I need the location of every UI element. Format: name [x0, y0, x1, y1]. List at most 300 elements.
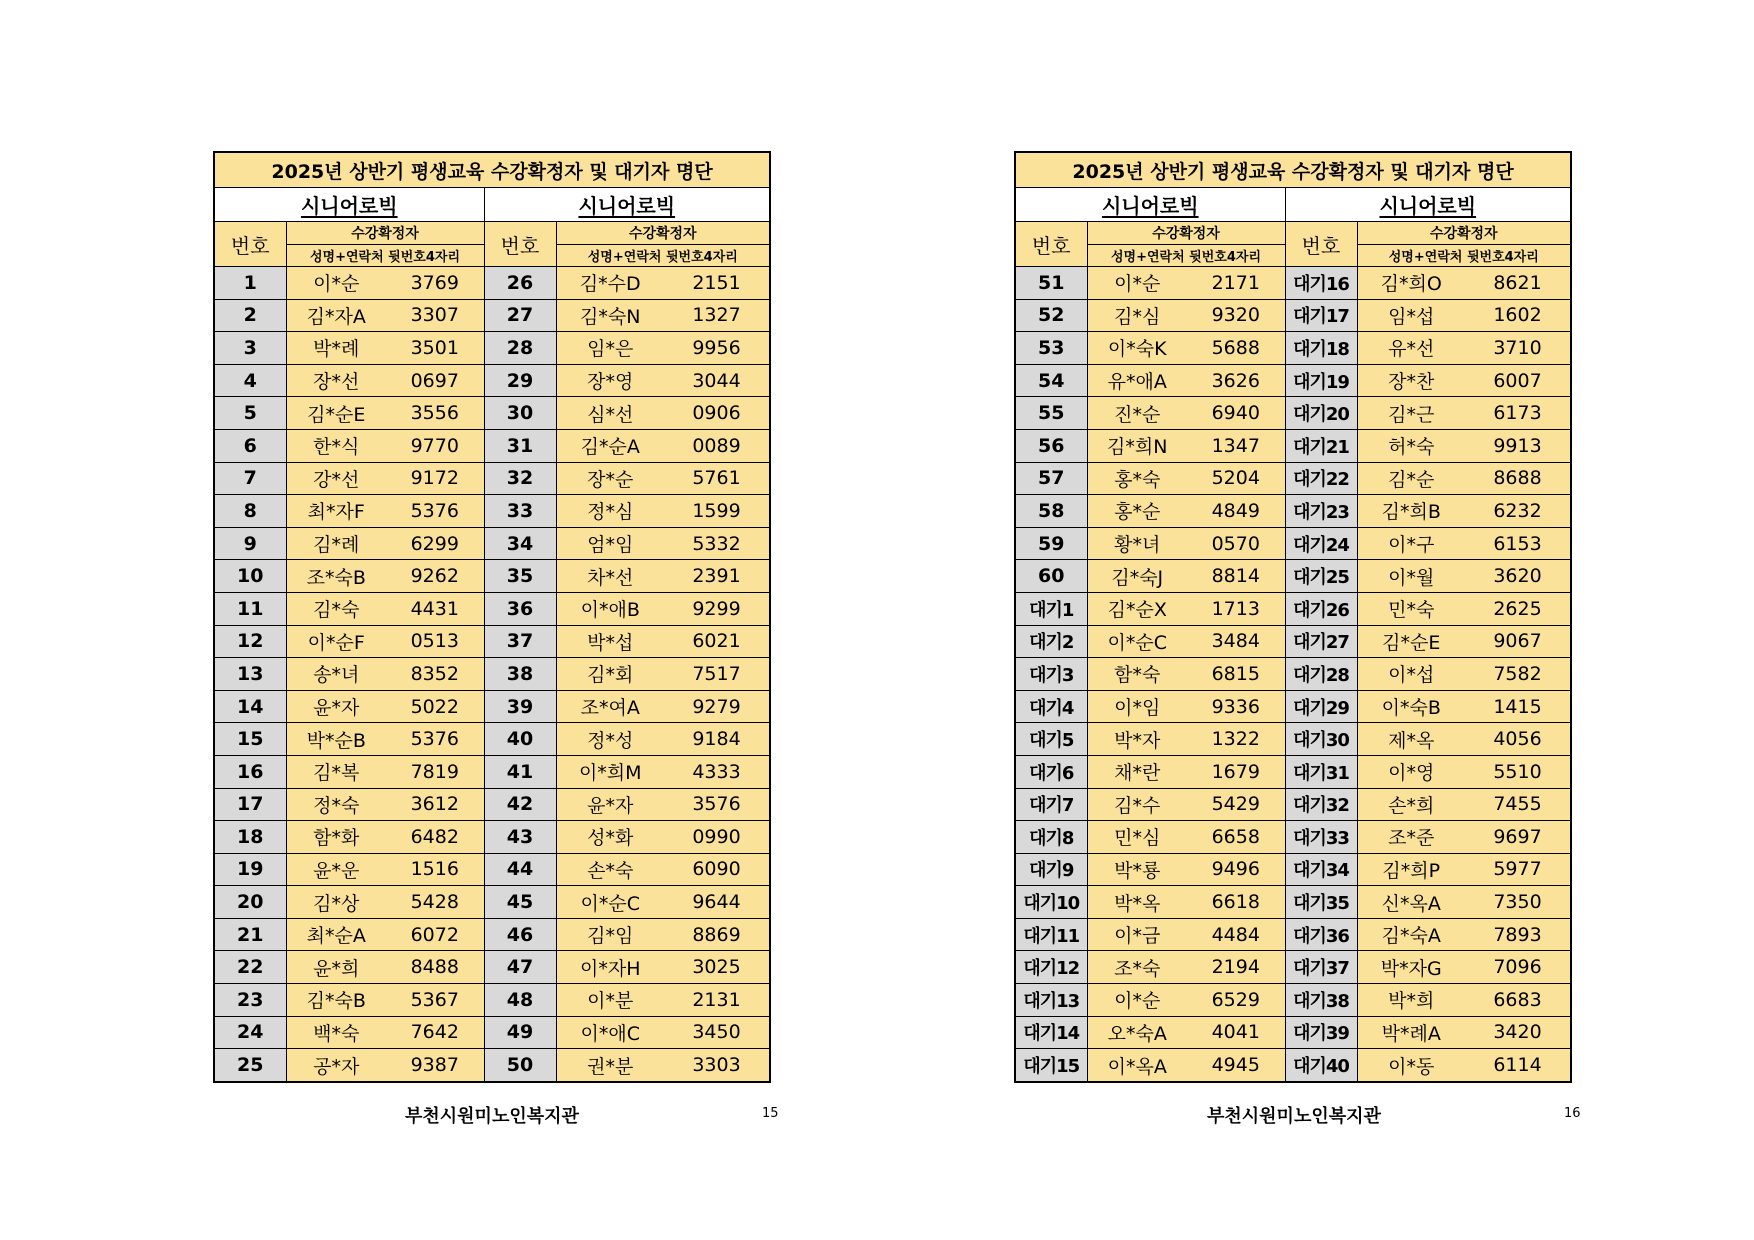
row-number: 39	[484, 690, 556, 723]
row-number: 53	[1015, 332, 1087, 365]
phone-last4: 1327	[664, 299, 770, 332]
table-row	[1015, 592, 1571, 625]
participant-name: 홍*숙	[1087, 462, 1187, 495]
participant-name: 이*구	[1357, 527, 1465, 560]
row-number: 대기14	[1015, 1016, 1087, 1049]
row-number: 대기8	[1015, 821, 1087, 854]
phone-last4: 4333	[664, 755, 770, 788]
row-number: 56	[1015, 429, 1087, 462]
table-row	[214, 560, 770, 593]
phone-last4: 1602	[1465, 299, 1571, 332]
row-number: 23	[214, 984, 286, 1017]
phone-last4: 2131	[664, 984, 770, 1017]
row-number: 대기18	[1285, 332, 1357, 365]
row-number: 대기26	[1285, 592, 1357, 625]
row-number: 3	[214, 332, 286, 365]
phone-last4: 7582	[1465, 658, 1571, 691]
participant-name: 박*옥	[1087, 886, 1187, 919]
phone-last4: 5761	[664, 462, 770, 495]
participant-name: 김*순A	[556, 429, 664, 462]
participant-name: 함*화	[286, 821, 386, 854]
participant-name: 이*분	[556, 984, 664, 1017]
phone-last4: 1713	[1187, 592, 1285, 625]
phone-last4: 3303	[664, 1049, 770, 1082]
phone-last4: 9299	[664, 592, 770, 625]
phone-last4: 4041	[1187, 1016, 1285, 1049]
row-number: 24	[214, 1016, 286, 1049]
row-number: 13	[214, 658, 286, 691]
confirmed-header: 수강확정자	[556, 222, 770, 245]
phone-last4: 9697	[1465, 821, 1571, 854]
phone-last4: 6299	[386, 527, 484, 560]
phone-last4: 6114	[1465, 1049, 1571, 1082]
row-number: 6	[214, 429, 286, 462]
row-number: 대기31	[1285, 755, 1357, 788]
table-row	[1015, 658, 1571, 691]
confirmed-header: 수강확정자	[286, 222, 484, 245]
row-number: 대기5	[1015, 723, 1087, 756]
phone-last4: 5376	[386, 723, 484, 756]
row-number: 44	[484, 853, 556, 886]
roster-title: 2025년 상반기 평생교육 수강확정자 및 대기자 명단	[214, 152, 770, 188]
participant-name: 이*자H	[556, 951, 664, 984]
table-row	[1015, 690, 1571, 723]
row-number: 58	[1015, 495, 1087, 528]
row-number: 대기16	[1285, 267, 1357, 300]
phone-last4: 2625	[1465, 592, 1571, 625]
row-number: 37	[484, 625, 556, 658]
phone-last4: 4945	[1187, 1049, 1285, 1082]
table-row	[1015, 951, 1571, 984]
detail-header: 성명+연락처 뒷번호4자리	[286, 244, 484, 267]
table-row	[1015, 332, 1571, 365]
participant-name: 함*숙	[1087, 658, 1187, 691]
participant-name: 박*희	[1357, 984, 1465, 1017]
phone-last4: 5332	[664, 527, 770, 560]
number-header: 번호	[1015, 222, 1087, 267]
phone-last4: 0990	[664, 821, 770, 854]
row-number: 36	[484, 592, 556, 625]
row-number: 20	[214, 886, 286, 919]
participant-name: 정*성	[556, 723, 664, 756]
phone-last4: 4484	[1187, 918, 1285, 951]
participant-name: 김*근	[1357, 397, 1465, 430]
phone-last4: 9770	[386, 429, 484, 462]
row-number: 대기12	[1015, 951, 1087, 984]
row-number: 47	[484, 951, 556, 984]
page-number: 16	[1564, 1106, 1581, 1121]
phone-last4: 9067	[1465, 625, 1571, 658]
phone-last4: 9336	[1187, 690, 1285, 723]
phone-last4: 0570	[1187, 527, 1285, 560]
table-row	[214, 364, 770, 397]
phone-last4: 5510	[1465, 755, 1571, 788]
section-header-left: 시니어로빅	[1015, 188, 1285, 222]
participant-name: 이*옥A	[1087, 1049, 1187, 1082]
row-number: 42	[484, 788, 556, 821]
participant-name: 김*임	[556, 918, 664, 951]
row-number: 대기35	[1285, 886, 1357, 919]
table-row	[1015, 364, 1571, 397]
row-number: 48	[484, 984, 556, 1017]
row-number: 대기32	[1285, 788, 1357, 821]
participant-name: 최*순A	[286, 918, 386, 951]
row-number: 대기4	[1015, 690, 1087, 723]
table-row	[214, 918, 770, 951]
participant-name: 장*선	[286, 364, 386, 397]
table-row	[214, 984, 770, 1017]
row-number: 26	[484, 267, 556, 300]
participant-name: 조*숙	[1087, 951, 1187, 984]
participant-name: 이*섭	[1357, 658, 1465, 691]
participant-name: 송*녀	[286, 658, 386, 691]
table-row	[1015, 397, 1571, 430]
table-row	[214, 723, 770, 756]
row-number: 대기38	[1285, 984, 1357, 1017]
phone-last4: 2194	[1187, 951, 1285, 984]
phone-last4: 3501	[386, 332, 484, 365]
table-row	[214, 332, 770, 365]
table-row	[1015, 1016, 1571, 1049]
row-number: 대기30	[1285, 723, 1357, 756]
phone-last4: 4056	[1465, 723, 1571, 756]
phone-last4: 3044	[664, 364, 770, 397]
section-header-right: 시니어로빅	[1285, 188, 1571, 222]
table-row	[1015, 788, 1571, 821]
row-number: 1	[214, 267, 286, 300]
table-row	[214, 495, 770, 528]
table-row	[1015, 625, 1571, 658]
phone-last4: 3420	[1465, 1016, 1571, 1049]
row-number: 19	[214, 853, 286, 886]
table-row	[1015, 755, 1571, 788]
participant-name: 박*자G	[1357, 951, 1465, 984]
row-number: 59	[1015, 527, 1087, 560]
row-number: 21	[214, 918, 286, 951]
row-number: 대기7	[1015, 788, 1087, 821]
phone-last4: 5204	[1187, 462, 1285, 495]
number-header: 번호	[1285, 222, 1357, 267]
participant-name: 손*숙	[556, 853, 664, 886]
row-number: 46	[484, 918, 556, 951]
table-row	[1015, 886, 1571, 919]
phone-last4: 8621	[1465, 267, 1571, 300]
row-number: 대기21	[1285, 429, 1357, 462]
row-number: 35	[484, 560, 556, 593]
row-number: 38	[484, 658, 556, 691]
table-row	[1015, 918, 1571, 951]
participant-name: 김*숙B	[286, 984, 386, 1017]
row-number: 12	[214, 625, 286, 658]
participant-name: 이*애B	[556, 592, 664, 625]
row-number: 22	[214, 951, 286, 984]
row-number: 대기28	[1285, 658, 1357, 691]
participant-name: 이*동	[1357, 1049, 1465, 1082]
phone-last4: 8814	[1187, 560, 1285, 593]
participant-name: 정*숙	[286, 788, 386, 821]
row-number: 대기10	[1015, 886, 1087, 919]
phone-last4: 6007	[1465, 364, 1571, 397]
table-row	[1015, 821, 1571, 854]
participant-name: 신*옥A	[1357, 886, 1465, 919]
participant-name: 김*심	[1087, 299, 1187, 332]
row-number: 대기13	[1015, 984, 1087, 1017]
participant-name: 공*자	[286, 1049, 386, 1082]
phone-last4: 6153	[1465, 527, 1571, 560]
phone-last4: 7455	[1465, 788, 1571, 821]
row-number: 대기29	[1285, 690, 1357, 723]
roster-body	[1015, 267, 1571, 1082]
phone-last4: 3576	[664, 788, 770, 821]
roster-table	[213, 151, 771, 1083]
participant-name: 엄*임	[556, 527, 664, 560]
participant-name: 정*심	[556, 495, 664, 528]
row-number: 50	[484, 1049, 556, 1082]
participant-name: 장*찬	[1357, 364, 1465, 397]
phone-last4: 6072	[386, 918, 484, 951]
phone-last4: 0697	[386, 364, 484, 397]
row-number: 9	[214, 527, 286, 560]
row-number: 34	[484, 527, 556, 560]
confirmed-header: 수강확정자	[1087, 222, 1285, 245]
number-header: 번호	[214, 222, 286, 267]
participant-name: 김*수	[1087, 788, 1187, 821]
phone-last4: 6683	[1465, 984, 1571, 1017]
row-number: 4	[214, 364, 286, 397]
phone-last4: 5977	[1465, 853, 1571, 886]
participant-name: 김*수D	[556, 267, 664, 300]
participant-name: 백*숙	[286, 1016, 386, 1049]
phone-last4: 4431	[386, 592, 484, 625]
table-row	[1015, 560, 1571, 593]
phone-last4: 2391	[664, 560, 770, 593]
row-number: 18	[214, 821, 286, 854]
participant-name: 허*숙	[1357, 429, 1465, 462]
table-row	[214, 592, 770, 625]
participant-name: 강*선	[286, 462, 386, 495]
phone-last4: 3769	[386, 267, 484, 300]
row-number: 60	[1015, 560, 1087, 593]
table-row	[214, 951, 770, 984]
phone-last4: 3626	[1187, 364, 1285, 397]
table-row	[1015, 853, 1571, 886]
participant-name: 김*희P	[1357, 853, 1465, 886]
phone-last4: 9913	[1465, 429, 1571, 462]
participant-name: 이*금	[1087, 918, 1187, 951]
row-number: 대기3	[1015, 658, 1087, 691]
row-number: 5	[214, 397, 286, 430]
row-number: 대기25	[1285, 560, 1357, 593]
row-number: 31	[484, 429, 556, 462]
table-row	[214, 821, 770, 854]
participant-name: 박*자	[1087, 723, 1187, 756]
row-number: 대기27	[1285, 625, 1357, 658]
participant-name: 심*선	[556, 397, 664, 430]
participant-name: 김*복	[286, 755, 386, 788]
participant-name: 박*례	[286, 332, 386, 365]
participant-name: 이*희M	[556, 755, 664, 788]
phone-last4: 6529	[1187, 984, 1285, 1017]
row-number: 대기24	[1285, 527, 1357, 560]
row-number: 대기39	[1285, 1016, 1357, 1049]
phone-last4: 6173	[1465, 397, 1571, 430]
phone-last4: 6658	[1187, 821, 1285, 854]
phone-last4: 1347	[1187, 429, 1285, 462]
participant-name: 이*순	[1087, 984, 1187, 1017]
participant-name: 홍*순	[1087, 495, 1187, 528]
participant-name: 진*순	[1087, 397, 1187, 430]
participant-name: 김*희B	[1357, 495, 1465, 528]
participant-name: 박*섭	[556, 625, 664, 658]
phone-last4: 0906	[664, 397, 770, 430]
phone-last4: 0513	[386, 625, 484, 658]
table-row	[214, 299, 770, 332]
section-header-left: 시니어로빅	[214, 188, 484, 222]
row-number: 28	[484, 332, 556, 365]
phone-last4: 1415	[1465, 690, 1571, 723]
participant-name: 채*란	[1087, 755, 1187, 788]
row-number: 30	[484, 397, 556, 430]
phone-last4: 3710	[1465, 332, 1571, 365]
table-row	[1015, 429, 1571, 462]
detail-header: 성명+연락처 뒷번호4자리	[1087, 244, 1285, 267]
participant-name: 김*순X	[1087, 592, 1187, 625]
row-number: 8	[214, 495, 286, 528]
table-row	[214, 397, 770, 430]
participant-name: 민*심	[1087, 821, 1187, 854]
phone-last4: 9387	[386, 1049, 484, 1082]
phone-last4: 4849	[1187, 495, 1285, 528]
phone-last4: 1516	[386, 853, 484, 886]
participant-name: 장*영	[556, 364, 664, 397]
phone-last4: 6482	[386, 821, 484, 854]
participant-name: 윤*운	[286, 853, 386, 886]
row-number: 대기20	[1285, 397, 1357, 430]
page-number: 15	[762, 1106, 779, 1121]
row-number: 10	[214, 560, 286, 593]
phone-last4: 9956	[664, 332, 770, 365]
row-number: 대기36	[1285, 918, 1357, 951]
table-row	[214, 462, 770, 495]
phone-last4: 8869	[664, 918, 770, 951]
row-number: 대기11	[1015, 918, 1087, 951]
phone-last4: 9320	[1187, 299, 1285, 332]
participant-name: 박*룡	[1087, 853, 1187, 886]
row-number: 32	[484, 462, 556, 495]
participant-name: 이*애C	[556, 1016, 664, 1049]
participant-name: 오*숙A	[1087, 1016, 1187, 1049]
table-row	[214, 1016, 770, 1049]
table-row	[214, 527, 770, 560]
participant-name: 성*화	[556, 821, 664, 854]
row-number: 대기6	[1015, 755, 1087, 788]
table-row	[214, 1049, 770, 1082]
table-row	[1015, 527, 1571, 560]
participant-name: 이*순	[286, 267, 386, 300]
participant-name: 이*순C	[556, 886, 664, 919]
phone-last4: 5688	[1187, 332, 1285, 365]
phone-last4: 9496	[1187, 853, 1285, 886]
table-row	[214, 788, 770, 821]
table-row	[214, 625, 770, 658]
participant-name: 차*선	[556, 560, 664, 593]
phone-last4: 5429	[1187, 788, 1285, 821]
participant-name: 김*숙A	[1357, 918, 1465, 951]
participant-name: 이*영	[1357, 755, 1465, 788]
row-number: 대기33	[1285, 821, 1357, 854]
participant-name: 이*순F	[286, 625, 386, 658]
row-number: 14	[214, 690, 286, 723]
row-number: 55	[1015, 397, 1087, 430]
table-row	[1015, 984, 1571, 1017]
participant-name: 유*애A	[1087, 364, 1187, 397]
row-number: 15	[214, 723, 286, 756]
confirmed-header: 수강확정자	[1357, 222, 1571, 245]
row-number: 대기1	[1015, 592, 1087, 625]
participant-name: 임*은	[556, 332, 664, 365]
phone-last4: 3450	[664, 1016, 770, 1049]
row-number: 43	[484, 821, 556, 854]
phone-last4: 9184	[664, 723, 770, 756]
row-number: 49	[484, 1016, 556, 1049]
phone-last4: 8688	[1465, 462, 1571, 495]
row-number: 11	[214, 592, 286, 625]
participant-name: 김*숙J	[1087, 560, 1187, 593]
phone-last4: 9262	[386, 560, 484, 593]
table-row	[1015, 723, 1571, 756]
phone-last4: 1679	[1187, 755, 1285, 788]
row-number: 16	[214, 755, 286, 788]
phone-last4: 7517	[664, 658, 770, 691]
row-number: 대기23	[1285, 495, 1357, 528]
number-header: 번호	[484, 222, 556, 267]
participant-name: 윤*희	[286, 951, 386, 984]
row-number: 33	[484, 495, 556, 528]
roster-page-left	[213, 151, 769, 1083]
row-number: 대기22	[1285, 462, 1357, 495]
row-number: 25	[214, 1049, 286, 1082]
participant-name: 제*옥	[1357, 723, 1465, 756]
phone-last4: 9644	[664, 886, 770, 919]
phone-last4: 3484	[1187, 625, 1285, 658]
row-number: 대기19	[1285, 364, 1357, 397]
phone-last4: 3556	[386, 397, 484, 430]
row-number: 40	[484, 723, 556, 756]
table-row	[1015, 495, 1571, 528]
participant-name: 김*자A	[286, 299, 386, 332]
participant-name: 민*숙	[1357, 592, 1465, 625]
row-number: 대기37	[1285, 951, 1357, 984]
row-number: 대기34	[1285, 853, 1357, 886]
roster-body	[214, 267, 770, 1082]
footer-org-name: 부천시원미노인복지관	[405, 1106, 579, 1127]
participant-name: 황*녀	[1087, 527, 1187, 560]
participant-name: 김*숙	[286, 592, 386, 625]
phone-last4: 6815	[1187, 658, 1285, 691]
phone-last4: 2171	[1187, 267, 1285, 300]
row-number: 41	[484, 755, 556, 788]
participant-name: 윤*자	[286, 690, 386, 723]
participant-name: 김*상	[286, 886, 386, 919]
phone-last4: 8488	[386, 951, 484, 984]
phone-last4: 7642	[386, 1016, 484, 1049]
row-number: 대기17	[1285, 299, 1357, 332]
phone-last4: 1599	[664, 495, 770, 528]
participant-name: 김*례	[286, 527, 386, 560]
row-number: 54	[1015, 364, 1087, 397]
participant-name: 조*숙B	[286, 560, 386, 593]
participant-name: 김*희O	[1357, 267, 1465, 300]
